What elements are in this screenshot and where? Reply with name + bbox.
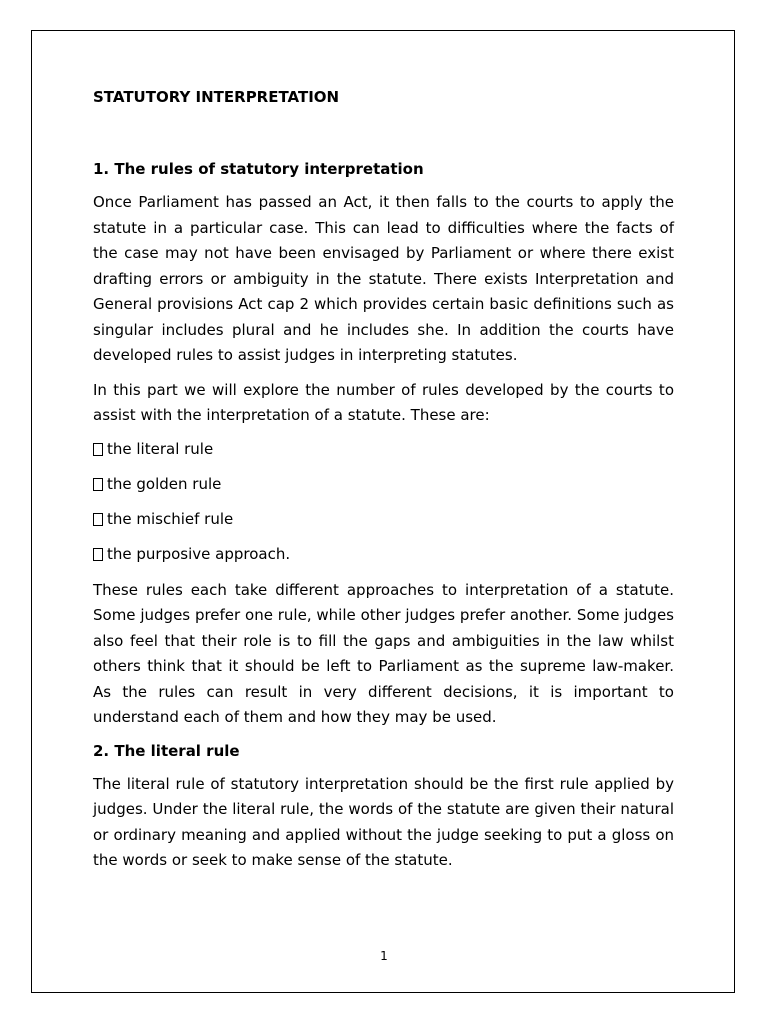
list-item [93,438,674,460]
list-item [93,543,674,565]
list-item-text: the literal rule [107,439,214,458]
section-1-heading: 1. The rules of statutory interpretation [93,160,424,178]
list-item-text: the purposive approach. [107,544,291,563]
missing-glyph-box-icon [93,513,103,526]
section-1-paragraph-1: Once Parliament has passed an Act, it then falls to the courts to apply the statute in a particular case. This can lead to difficulties where the facts of the case may not have been envisaged by Parliament or where there exist drafting errors or ambiguity in the statute. There exists Interpretation and General provisions Act cap 2 which provides certain basic definitions such as singular includes plural and he includes she. In addition the courts have developed rules to assist judges in interpreting statutes. [93,193,674,364]
section-2-paragraph-1: The literal rule of statutory interpretation should be the first rule applied by judges. Under the literal rule, the words of the statute are given their natural or ordinary meaning and applied without the judge seeking to put a gloss on the words or seek to make sense of the statute. [93,774,674,869]
list-item-text: the golden rule [107,474,222,493]
section-1-paragraph-3: These rules each take different approaches to interpretation of a statute. Some judges prefer one rule, while other judges prefer another. Some judges also feel that their role is to fill the gaps and ambiguities in the law whilst others think that it should be left to Parliament as the supreme law-maker. As the rules can result in very different decisions, it is important to understand each of them and how they may be used. [93,580,674,726]
missing-glyph-box-icon [93,478,103,491]
page-number: 1 [380,949,388,963]
list-item [93,473,674,495]
section-1-paragraph-2: In this part we will explore the number of rules developed by the courts to assist with the interpretation of a statute. These are: [93,380,674,424]
document-title: STATUTORY INTERPRETATION [93,88,340,106]
missing-glyph-box-icon [93,548,103,561]
section-2-heading: 2. The literal rule [93,741,240,760]
document-page [31,30,735,993]
page-content [93,86,674,883]
missing-glyph-box-icon [93,443,103,456]
list-item [93,508,674,530]
list-item-text: the mischief rule [107,509,234,528]
